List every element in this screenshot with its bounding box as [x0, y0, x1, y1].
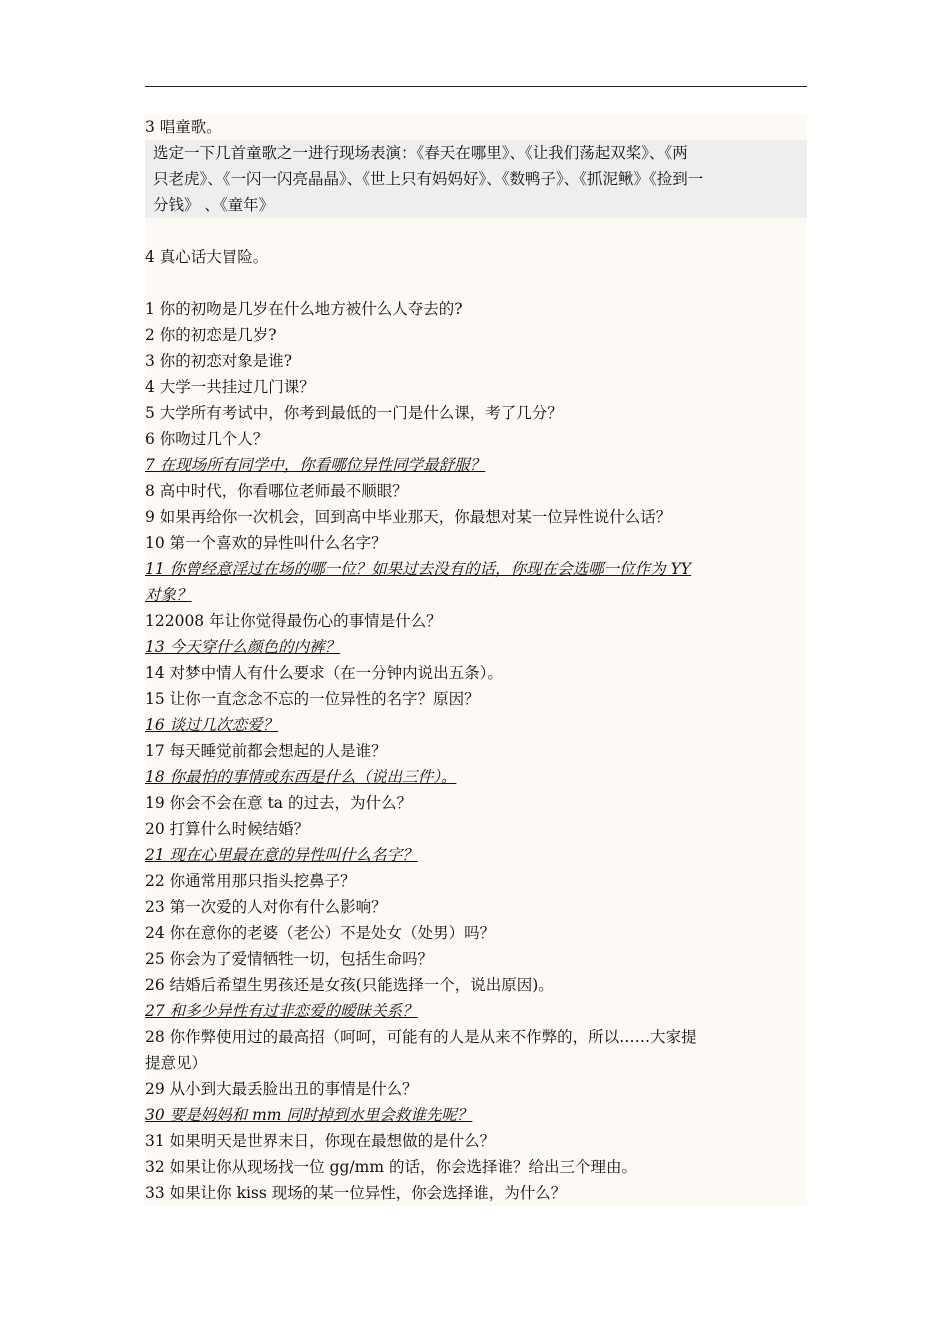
question-item: 3 你的初恋对象是谁?	[145, 352, 293, 370]
question-item: 32 如果让你从现场找一位 gg/mm 的话，你会选择谁？给出三个理由。	[145, 1158, 637, 1176]
header-rule	[145, 86, 807, 87]
section-4-heading: 4 真心话大冒险。	[145, 248, 269, 266]
song-list-line: 分钱》 、《童年》	[153, 196, 275, 214]
question-item: 25 你会为了爱情牺牲一切，包括生命吗？	[145, 950, 434, 968]
question-item: 14 对梦中情人有什么要求（在一分钟内说出五条）。	[145, 664, 503, 682]
spacer	[145, 270, 807, 296]
section-3-heading: 3 唱童歌。	[145, 118, 222, 136]
question-item: 10 第一个喜欢的异性叫什么名字？	[145, 534, 387, 552]
question-item: 31 如果明天是世界末日，你现在最想做的是什么？	[145, 1132, 496, 1150]
question-item: 19 你会不会在意 ta 的过去，为什么？	[145, 794, 412, 812]
question-item: 24 你在意你的老婆（老公）不是处女（处男）吗？	[145, 924, 496, 942]
question-item: 22 你通常用那只指头挖鼻子？	[145, 872, 356, 890]
spacer	[145, 218, 807, 244]
question-item: 9 如果再给你一次机会，回到高中毕业那天，你最想对某一位异性说什么话？	[145, 508, 672, 526]
question-list	[145, 296, 807, 1206]
question-item: 1 你的初吻是几岁在什么地方被什么人夺去的?	[145, 300, 463, 318]
question-item: 18 你最怕的事情或东西是什么（说出三件）。	[145, 768, 457, 786]
song-list-block	[145, 140, 807, 218]
question-item: 33 如果让你 kiss 现场的某一位异性，你会选择谁，为什么？	[145, 1184, 567, 1202]
question-item: 20 打算什么时候结婚？	[145, 820, 310, 838]
question-item: 7 在现场所有同学中，你看哪位异性同学最舒服？	[145, 456, 486, 474]
question-item: 2 你的初恋是几岁?	[145, 326, 277, 344]
question-item: 29 从小到大最丢脸出丑的事情是什么？	[145, 1080, 418, 1098]
question-item: 15 让你一直念念不忘的一位异性的名字？原因？	[145, 690, 480, 708]
question-item: 23 第一次爱的人对你有什么影响？	[145, 898, 387, 916]
question-item: 16 谈过几次恋爱？	[145, 716, 279, 734]
document-body	[145, 114, 807, 1206]
question-item: 8 高中时代，你看哪位老师最不顺眼？	[145, 482, 408, 500]
question-item: 27 和多少异性有过非恋爱的暧昧关系？	[145, 1002, 418, 1020]
question-item: 11 你曾经意淫过在场的哪一位？如果过去没有的话，你现在会选哪一位作为 YY	[145, 560, 692, 578]
question-item: 5 大学所有考试中，你考到最低的一门是什么课，考了几分？	[145, 404, 563, 422]
question-item: 4 大学一共挂过几门课？	[145, 378, 315, 396]
question-item: 提意见）	[145, 1054, 208, 1072]
question-item: 13 今天穿什么颜色的内裤？	[145, 638, 341, 656]
question-item: 30 要是妈妈和 mm 同时掉到水里会救谁先呢？	[145, 1106, 473, 1124]
question-item: 122008 年让你觉得最伤心的事情是什么？	[145, 612, 442, 630]
question-item: 26 结婚后希望生男孩还是女孩(只能选择一个，说出原因)。	[145, 976, 554, 994]
question-item: 对象？	[145, 586, 192, 604]
question-item: 21 现在心里最在意的异性叫什么名字？	[145, 846, 418, 864]
question-item: 17 每天睡觉前都会想起的人是谁？	[145, 742, 387, 760]
song-list-line: 选定一下几首童歌之一进行现场表演：《春天在哪里》、《让我们荡起双桨》、《两	[153, 144, 688, 162]
song-list-line: 只老虎》、《一闪一闪亮晶晶》、《世上只有妈妈好》、《数鸭子》、《抓泥鳅》《捡到一	[153, 170, 704, 188]
question-item: 28 你作弊使用过的最高招（呵呵，可能有的人是从来不作弊的，所以……大家提	[145, 1028, 697, 1046]
question-item: 6 你吻过几个人？	[145, 430, 269, 448]
